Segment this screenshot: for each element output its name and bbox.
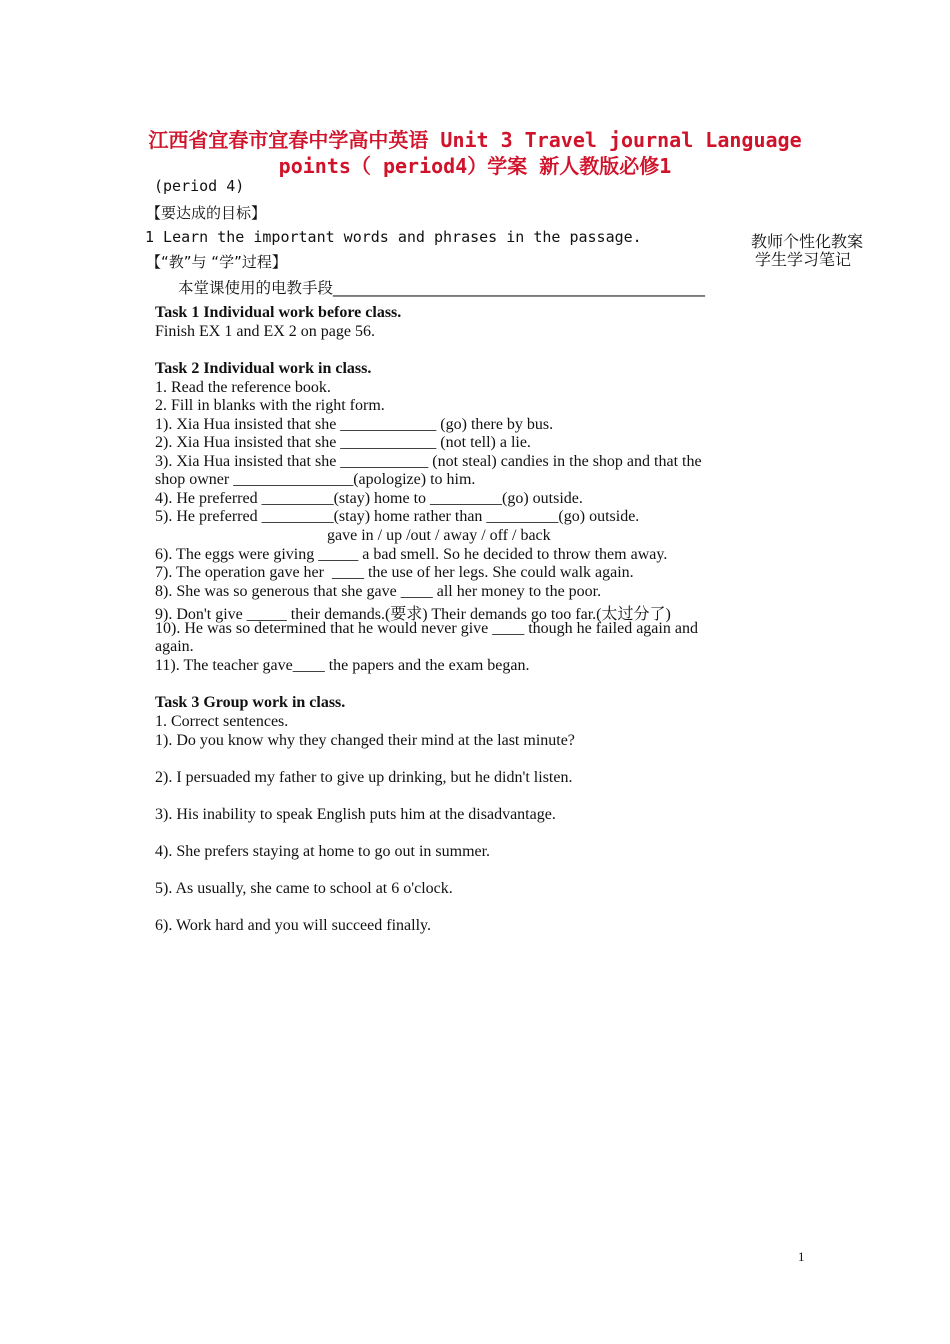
section-process-heading: 【“教”与 “学”过程】	[146, 253, 287, 271]
task2-line: 1. Read the reference book.	[155, 379, 331, 396]
task3-subheading: 1. Correct sentences.	[155, 713, 289, 730]
word-bank: gave in / up /out / away / off / back	[327, 527, 551, 544]
task3-sentence: 4). She prefers staying at home to go out in summer.	[155, 843, 491, 860]
side-note-student: 学生学习笔记	[755, 250, 852, 269]
task2-line: 8). She was so generous that she gave ____ all her money to the poor.	[155, 583, 602, 600]
task2-heading: Task 2 Individual work in class.	[155, 360, 372, 377]
task1-heading: Task 1 Individual work before class.	[155, 304, 402, 321]
task2-line: 2). Xia Hua insisted that she ____________ (not tell) a lie.	[155, 434, 531, 451]
document-title-line-1: 江西省宜春市宜春中学高中英语 Unit 3 Travel journal Language	[148, 128, 802, 152]
task2-line: 2. Fill in blanks with the right form.	[155, 397, 385, 414]
media-line: 本堂课使用的电教手段________________________________________________	[178, 279, 706, 297]
task1-text: Finish EX 1 and EX 2 on page 56.	[155, 323, 375, 340]
task2-line: again.	[155, 638, 194, 655]
task2-line: 9). Don't give _____ their demands.(要求) Their demands go too far.(太过分了)	[155, 606, 671, 623]
goal-text: 1 Learn the important words and phrases in the passage.	[145, 228, 642, 246]
task2-line: 3). Xia Hua insisted that she ___________ (not steal) candies in the shop and that the	[155, 453, 702, 470]
task2-line: shop owner _______________(apologize) to him.	[155, 471, 476, 488]
task3-sentence: 2). I persuaded my father to give up drinking, but he didn't listen.	[155, 769, 573, 786]
section-goal-heading: 【要达成的目标】	[146, 204, 267, 222]
period-label: (period 4)	[154, 177, 245, 195]
task3-sentence: 5). As usually, she came to school at 6 o'clock.	[155, 880, 453, 897]
task2-line: 10). He was so determined that he would never give ____ though he failed again and	[155, 620, 698, 637]
task3-heading: Task 3 Group work in class.	[155, 694, 346, 711]
task3-sentence: 3). His inability to speak English puts him at the disadvantage.	[155, 806, 556, 823]
task2-line: 11). The teacher gave____ the papers and the exam began.	[155, 657, 530, 674]
task2-line: 4). He preferred _________(stay) home to _________(go) outside.	[155, 490, 583, 507]
task2-line: 7). The operation gave her ____ the use of her legs. She could walk again.	[155, 564, 634, 581]
task3-sentence: 6). Work hard and you will succeed finally.	[155, 917, 431, 934]
task2-line: 6). The eggs were giving _____ a bad smell. So he decided to throw them away.	[155, 546, 668, 563]
task3-sentence: 1). Do you know why they changed their mind at the last minute?	[155, 732, 575, 749]
task2-line: 5). He preferred _________(stay) home rather than _________(go) outside.	[155, 508, 640, 525]
task2-line: 1). Xia Hua insisted that she ____________ (go) there by bus.	[155, 416, 554, 433]
side-note-teacher: 教师个性化教案	[751, 232, 864, 251]
document-title-line-2: points（ period4）学案 新人教版必修1	[278, 154, 672, 178]
page-number: 1	[798, 1249, 805, 1264]
